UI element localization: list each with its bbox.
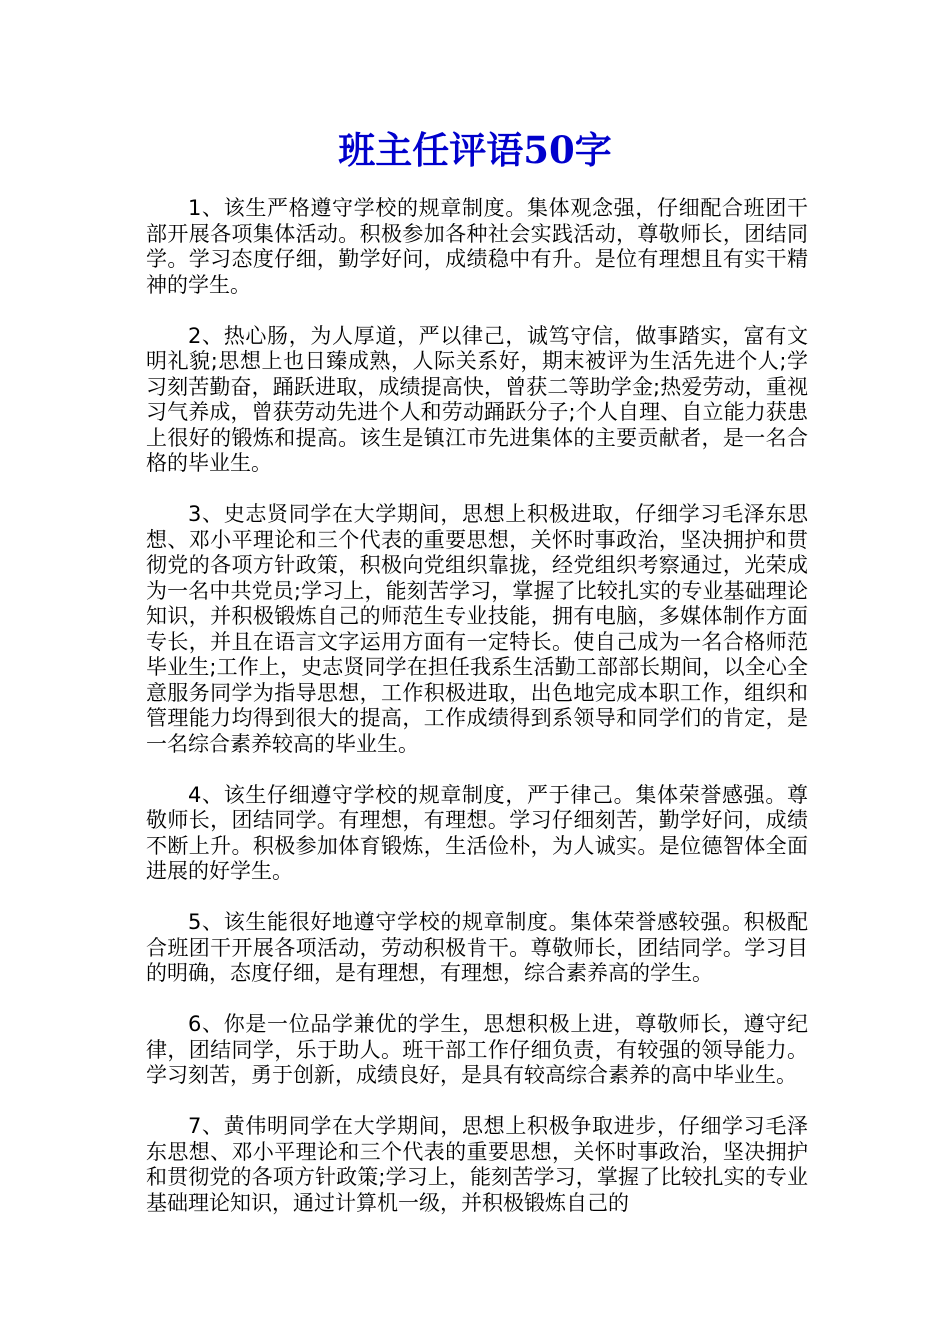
comment-paragraph-2: 2、热心肠，为人厚道，严以律己，诚笃守信，做事踏实，富有文明礼貌;思想上也日臻成熟，人际关系好，期末被评为生活先进个人;学习刻苦勤奋，踊跃进取，成绩提高快，曾获二等助学金;热爱劳动，重视习气养成，曾获劳动先进个人和劳动踊跃分子;个人自理、自立能力获患上很好的锻炼和提高。该生是镇江市先进集体的主要贡献者，是一名合格的毕业生。	[146, 323, 808, 475]
document-body	[146, 196, 808, 1242]
document-title: 班主任评语50字	[338, 128, 612, 172]
comment-paragraph-1: 1、该生严格遵守学校的规章制度。集体观念强，仔细配合班团干部开展各项集体活动。积极参加各种社会实践活动，尊敬师长，团结同学。学习态度仔细，勤学好问，成绩稳中有升。是位有理想且有实干精神的学生。	[146, 196, 808, 297]
comment-paragraph-3: 3、史志贤同学在大学期间，思想上积极进取，仔细学习毛泽东思想、邓小平理论和三个代表的重要思想，关怀时事政治，坚决拥护和贯彻党的各项方针政策，积极向党组织靠拢，经党组织考察通过，光荣成为一名中共党员;学习上，能刻苦学习，掌握了比较扎实的专业基础理论知识，并积极锻炼自己的师范生专业技能，拥有电脑，多媒体制作方面专长，并且在语言文字运用方面有一定特长。使自己成为一名合格师范毕业生;工作上，史志贤同学在担任我系生活勤工部部长期间，以全心全意服务同学为指导思想，工作积极进取，出色地完成本职工作，组织和管理能力均得到很大的提高，工作成绩得到系领导和同学们的肯定，是一名综合素养较高的毕业生。	[146, 502, 808, 756]
comment-paragraph-5: 5、该生能很好地遵守学校的规章制度。集体荣誉感较强。积极配合班团干开展各项活动，劳动积极肯干。尊敬师长，团结同学。学习目的明确，态度仔细，是有理想，有理想，综合素养高的学生。	[146, 910, 808, 985]
comment-paragraph-4: 4、该生仔细遵守学校的规章制度，严于律己。集体荣誉感强。尊敬师长，团结同学。有理想，有理想。学习仔细刻苦，勤学好问，成绩不断上升。积极参加体育锻炼，生活俭朴，为人诚实。是位德智体全面进展的好学生。	[146, 782, 808, 883]
comment-paragraph-6: 6、你是一位品学兼优的学生，思想积极上进，尊敬师长，遵守纪律，团结同学，乐于助人。班干部工作仔细负责，有较强的领导能力。学习刻苦，勇于创新，成绩良好，是具有较高综合素养的高中毕业生。	[146, 1012, 808, 1087]
comment-paragraph-7: 7、黄伟明同学在大学期间，思想上积极争取进步，仔细学习毛泽东思想、邓小平理论和三个代表的重要思想，关怀时事政治，坚决拥护和贯彻党的各项方针政策;学习上，能刻苦学习，掌握了比较扎实的专业基础理论知识，通过计算机一级，并积极锻炼自己的	[146, 1114, 808, 1215]
